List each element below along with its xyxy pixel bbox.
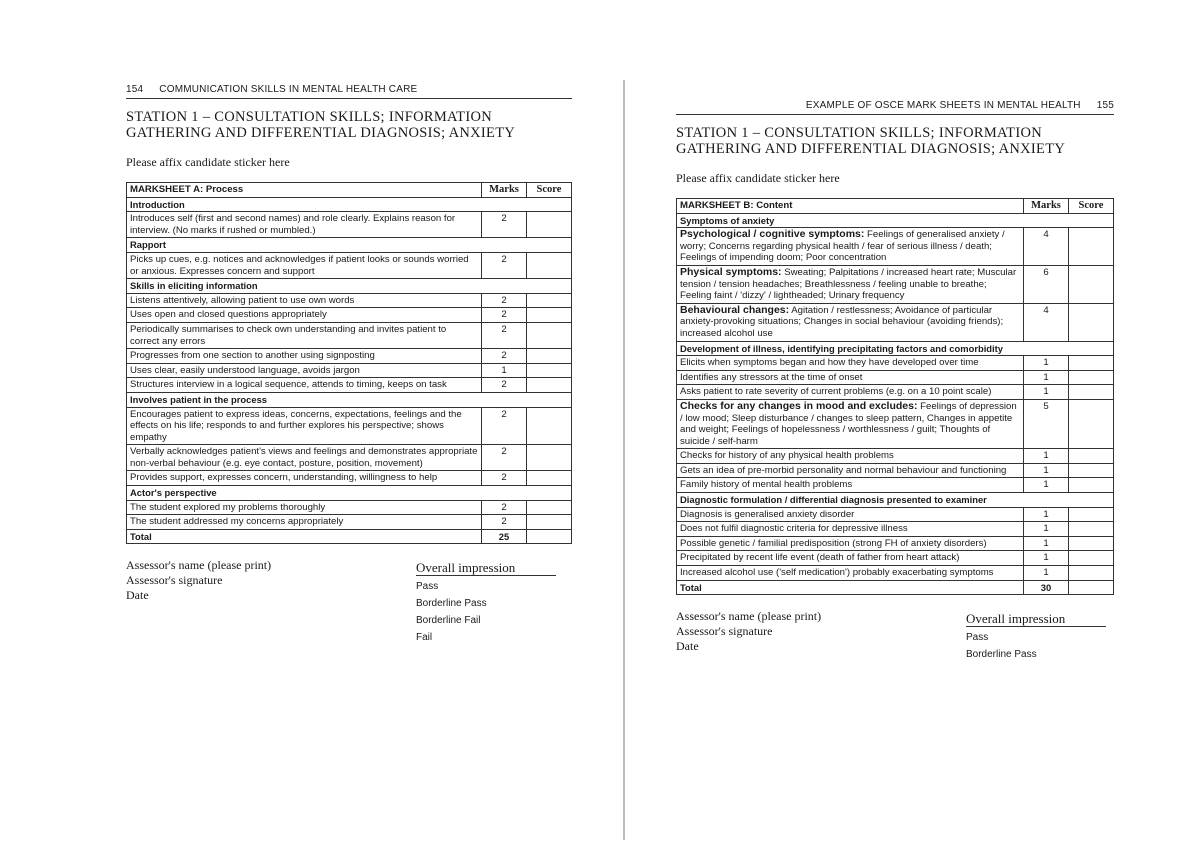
score-input-cell[interactable] [1069, 536, 1114, 551]
running-header [676, 100, 1114, 115]
page-number: 155 [1096, 100, 1114, 111]
score-input-cell[interactable] [1069, 399, 1114, 448]
score-input-cell[interactable] [1069, 478, 1114, 493]
table-row [677, 478, 1114, 493]
table-row [677, 228, 1114, 266]
score-input-cell[interactable] [527, 363, 572, 378]
section-heading-row [677, 341, 1114, 356]
table-row [677, 303, 1114, 341]
marks-cell: 5 [1024, 399, 1069, 448]
section-heading: Actor's perspective [127, 486, 572, 501]
section-heading-row [127, 392, 572, 407]
station-title: STATION 1 – CONSULTATION SKILLS; INFORMATION GATHERING AND DIFFERENTIAL DIAGNOSIS; ANXIETY [126, 109, 516, 141]
criterion-cell [677, 370, 1024, 385]
overall-impression [966, 611, 1106, 663]
criterion-cell [127, 322, 482, 348]
score-column-header: Score [527, 183, 572, 198]
marksheet-title: MARKSHEET A: Process [127, 183, 482, 198]
criterion-text: Picks up cues, e.g. notices and acknowledges if patient looks or sounds worried or anxious. Expresses concern and support [130, 253, 469, 277]
marks-column-header: Marks [482, 183, 527, 198]
criterion-text: Provides support, expresses concern, understanding, willingness to help [130, 472, 438, 484]
criterion-cell [677, 507, 1024, 522]
table-row [127, 308, 572, 323]
score-input-cell[interactable] [1069, 385, 1114, 400]
book-gutter [623, 80, 625, 840]
table-row [677, 522, 1114, 537]
assessor-block [676, 609, 1114, 661]
criterion-text: Increased alcohol use ('self medication') probably exacerbating symptoms [680, 567, 994, 579]
date-label: Date [126, 588, 149, 603]
criterion-cell [677, 385, 1024, 400]
criterion-text: Elicits when symptoms began and how they have developed over time [680, 357, 979, 369]
marks-cell: 1 [1024, 356, 1069, 371]
criterion-lead: Psychological / cognitive symptoms: [680, 228, 865, 241]
criterion-cell [677, 265, 1024, 303]
marks-cell: 2 [482, 500, 527, 515]
marks-cell: 2 [482, 322, 527, 348]
criterion-cell [677, 478, 1024, 493]
total-row [127, 529, 572, 544]
criterion-text: Total [680, 581, 702, 593]
criterion-text: Feelings of generalised anxiety / worry; Concerns regarding physical health / fear of serious illness / death; Feelings of impending doom; Poor concentration [680, 229, 1005, 264]
criterion-text: The student explored my problems thoroughly [130, 501, 326, 513]
marks-cell: 30 [1024, 580, 1069, 595]
score-input-cell[interactable] [1069, 370, 1114, 385]
criterion-cell [127, 378, 482, 393]
table-row [127, 500, 572, 515]
marksheet-header-row [127, 183, 572, 198]
score-input-cell[interactable] [527, 445, 572, 471]
criterion-cell [127, 500, 482, 515]
criterion-cell [127, 515, 482, 530]
criterion-cell [127, 363, 482, 378]
marks-column-header: Marks [1024, 199, 1069, 214]
table-row [677, 507, 1114, 522]
criterion-cell [127, 471, 482, 486]
section-heading-row [677, 213, 1114, 228]
criterion-text: Family history of mental health problems [680, 479, 853, 491]
score-input-cell[interactable] [527, 378, 572, 393]
criterion-cell [127, 529, 482, 544]
candidate-sticker-label: Please affix candidate sticker here [126, 155, 290, 169]
table-row [127, 252, 572, 278]
right-page [676, 100, 1114, 661]
impression-option[interactable]: Borderline Fail [416, 615, 481, 627]
criterion-cell [677, 303, 1024, 341]
section-heading-row [127, 279, 572, 294]
table-row [127, 471, 572, 486]
criterion-text: Asks patient to rate severity of current problems (e.g. on a 10 point scale) [680, 386, 992, 398]
section-heading-row [127, 238, 572, 253]
criterion-cell [127, 252, 482, 278]
table-row [127, 293, 572, 308]
marksheet-title: MARKSHEET B: Content [677, 199, 1024, 214]
criterion-cell [677, 449, 1024, 464]
score-input-cell[interactable] [1069, 580, 1114, 595]
assessor-name-label: Assessor's name (please print) [126, 558, 272, 573]
criterion-text: Feelings of depression / low mood; Sleep disturbance / changes to sleep pattern, Changes in appetite and weight; Feelings of hopelessness / worthlessness / guilt; Thoughts of suicide / self-harm [680, 400, 1017, 447]
marks-cell: 1 [482, 363, 527, 378]
score-input-cell[interactable] [1069, 522, 1114, 537]
score-input-cell[interactable] [527, 471, 572, 486]
section-heading: Rapport [127, 238, 572, 253]
table-row [127, 212, 572, 238]
marks-cell: 1 [1024, 536, 1069, 551]
marks-cell: 1 [1024, 478, 1069, 493]
criterion-cell [127, 349, 482, 364]
score-input-cell[interactable] [1069, 507, 1114, 522]
station-title: STATION 1 – CONSULTATION SKILLS; INFORMATION GATHERING AND DIFFERENTIAL DIAGNOSIS; ANXIETY [676, 125, 1066, 157]
score-input-cell[interactable] [527, 500, 572, 515]
table-row [677, 370, 1114, 385]
score-input-cell[interactable] [527, 293, 572, 308]
criterion-text: Listens attentively, allowing patient to use own words [130, 294, 355, 306]
criterion-cell [677, 399, 1024, 448]
score-input-cell[interactable] [1069, 265, 1114, 303]
table-row [677, 385, 1114, 400]
total-row [677, 580, 1114, 595]
impression-option[interactable]: Pass [966, 632, 989, 644]
score-input-cell[interactable] [527, 407, 572, 445]
impression-option[interactable]: Fail [416, 632, 433, 644]
criterion-cell [677, 228, 1024, 266]
marks-cell: 4 [1024, 228, 1069, 266]
date-label: Date [676, 639, 699, 654]
left-page [126, 84, 572, 644]
criterion-text: Total [130, 530, 152, 542]
criterion-cell [677, 463, 1024, 478]
running-header-text: EXAMPLE OF OSCE MARK SHEETS IN MENTAL HEALTH [805, 100, 1081, 111]
marks-cell: 2 [482, 349, 527, 364]
score-input-cell[interactable] [1069, 449, 1114, 464]
marks-cell: 1 [1024, 385, 1069, 400]
score-input-cell[interactable] [527, 515, 572, 530]
overall-impression [416, 560, 556, 646]
criterion-lead: Physical symptoms: [680, 265, 782, 278]
section-heading-row [127, 486, 572, 501]
criterion-text: Possible genetic / familial predisposition (strong FH of anxiety disorders) [680, 537, 987, 549]
impression-option[interactable]: Borderline Pass [966, 649, 1037, 661]
marks-cell: 6 [1024, 265, 1069, 303]
criterion-text: Identifies any stressors at the time of onset [680, 371, 863, 383]
marks-cell: 2 [482, 212, 527, 238]
criterion-cell [677, 356, 1024, 371]
candidate-sticker-label: Please affix candidate sticker here [676, 171, 840, 185]
marks-cell: 1 [1024, 449, 1069, 464]
table-row [677, 265, 1114, 303]
criterion-cell [127, 445, 482, 471]
table-row [677, 449, 1114, 464]
table-row [677, 551, 1114, 566]
score-input-cell[interactable] [527, 322, 572, 348]
criterion-text: Diagnosis is generalised anxiety disorder [680, 508, 855, 520]
marks-cell: 25 [482, 529, 527, 544]
score-input-cell[interactable] [1069, 551, 1114, 566]
score-input-cell[interactable] [527, 529, 572, 544]
table-row [677, 566, 1114, 581]
marksheet-table [126, 182, 572, 544]
criterion-text: Uses open and closed questions appropriately [130, 309, 327, 321]
assessor-name-label: Assessor's name (please print) [676, 609, 822, 624]
marks-cell: 2 [482, 252, 527, 278]
section-heading: Introduction [127, 197, 572, 212]
section-heading: Skills in eliciting information [127, 279, 572, 294]
criterion-cell [127, 293, 482, 308]
table-row [127, 349, 572, 364]
criterion-text: Uses clear, easily understood language, avoids jargon [130, 364, 360, 376]
criterion-text: Agitation / restlessness; Avoidance of particular anxiety-provoking situations; Changes in social behaviour (avoiding friends); increased alcohol use [680, 304, 1004, 339]
criterion-text: Encourages patient to express ideas, concerns, expectations, feelings and the effects on his life; responds to and further explores his perspective; shows empathy [130, 408, 462, 443]
marks-cell: 2 [482, 378, 527, 393]
marks-cell: 1 [1024, 522, 1069, 537]
criterion-text: The student addressed my concerns appropriately [130, 516, 344, 528]
criterion-cell [677, 536, 1024, 551]
criterion-cell [677, 551, 1024, 566]
criterion-cell [677, 566, 1024, 581]
table-row [127, 363, 572, 378]
section-heading: Involves patient in the process [127, 392, 572, 407]
assessor-signature-label: Assessor's signature [126, 573, 223, 588]
section-heading-row [677, 493, 1114, 508]
criterion-cell [677, 522, 1024, 537]
score-input-cell[interactable] [1069, 566, 1114, 581]
marks-cell: 1 [1024, 463, 1069, 478]
table-row [677, 463, 1114, 478]
marksheet-header-row [677, 199, 1114, 214]
section-heading: Diagnostic formulation / differential diagnosis presented to examiner [677, 493, 1114, 508]
impression-option[interactable]: Pass [416, 581, 439, 593]
table-row [127, 322, 572, 348]
table-row [127, 445, 572, 471]
criterion-lead: Checks for any changes in mood and excludes: [680, 399, 918, 412]
marks-cell: 1 [1024, 551, 1069, 566]
score-input-cell[interactable] [1069, 356, 1114, 371]
page-number: 154 [126, 84, 144, 95]
score-column-header: Score [1069, 199, 1114, 214]
marks-cell: 2 [482, 308, 527, 323]
assessor-block [126, 558, 572, 644]
running-header-text: COMMUNICATION SKILLS IN MENTAL HEALTH CARE [159, 84, 418, 95]
table-row [677, 356, 1114, 371]
criterion-text: Verbally acknowledges patient's views and feelings and demonstrates appropriate non-verbal behaviour (e.g. eye contact, posture, position, movement) [130, 446, 478, 469]
criterion-text: Periodically summarises to check own understanding and invites patient to correct any errors [130, 323, 447, 347]
table-row [127, 378, 572, 393]
criterion-text: Introduces self (first and second names) and role clearly. Explains reason for interview. (No marks if rushed or mumbled.) [130, 213, 456, 236]
marks-cell: 1 [1024, 507, 1069, 522]
criterion-text: Gets an idea of pre-morbid personality and normal behaviour and functioning [680, 464, 1007, 476]
marks-cell: 4 [1024, 303, 1069, 341]
criterion-cell [127, 308, 482, 323]
criterion-text: Structures interview in a logical sequence, attends to timing, keeps on task [130, 379, 447, 391]
score-input-cell[interactable] [1069, 303, 1114, 341]
marks-cell: 1 [1024, 370, 1069, 385]
criterion-cell [127, 407, 482, 445]
marks-cell: 2 [482, 407, 527, 445]
overall-impression-heading: Overall impression [966, 611, 1106, 627]
criterion-text: Checks for history of any physical health problems [680, 450, 894, 462]
score-input-cell[interactable] [527, 212, 572, 238]
running-header [126, 84, 572, 99]
criterion-text: Sweating; Palpitations / increased heart rate; Muscular tension / tension headaches; Breathlessness / feeling unable to breathe; Feeling faint / 'dizzy' / lightheaded; Urinary frequency [680, 266, 1017, 302]
score-input-cell[interactable] [527, 349, 572, 364]
marks-cell: 2 [482, 445, 527, 471]
marks-cell: 2 [482, 515, 527, 530]
table-row [127, 515, 572, 530]
criterion-text: Does not fulfil diagnostic criteria for depressive illness [680, 523, 908, 535]
score-input-cell[interactable] [527, 308, 572, 323]
score-input-cell[interactable] [527, 252, 572, 278]
marks-cell: 2 [482, 293, 527, 308]
section-heading: Symptoms of anxiety [677, 213, 1114, 228]
marks-cell: 2 [482, 471, 527, 486]
impression-option[interactable]: Borderline Pass [416, 598, 487, 610]
criterion-text: Progresses from one section to another using signposting [130, 350, 375, 362]
marksheet-table [676, 198, 1114, 595]
table-row [127, 407, 572, 445]
criterion-lead: Behavioural changes: [680, 303, 790, 316]
table-row [677, 536, 1114, 551]
section-heading: Development of illness, identifying precipitating factors and comorbidity [677, 341, 1114, 356]
criterion-text: Precipitated by recent life event (death of father from heart attack) [680, 552, 960, 564]
marks-cell: 1 [1024, 566, 1069, 581]
criterion-cell [677, 580, 1024, 595]
assessor-signature-label: Assessor's signature [676, 624, 773, 639]
score-input-cell[interactable] [1069, 463, 1114, 478]
table-row [677, 399, 1114, 448]
overall-impression-heading: Overall impression [416, 560, 556, 576]
section-heading-row [127, 197, 572, 212]
score-input-cell[interactable] [1069, 228, 1114, 266]
criterion-cell [127, 212, 482, 238]
